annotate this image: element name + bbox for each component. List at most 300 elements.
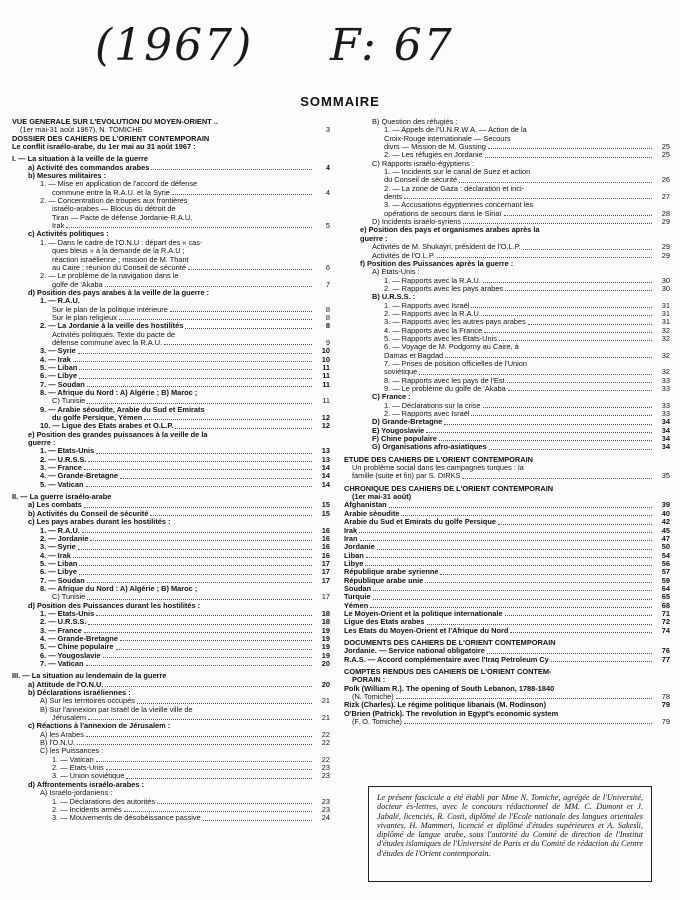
toc-page-number: 42: [661, 517, 670, 527]
toc-entry: [12, 652, 330, 660]
dot-leader: [419, 374, 652, 375]
toc-page-number: 20: [321, 659, 330, 668]
toc-entry: [12, 118, 330, 126]
toc-page-number: 31: [661, 308, 670, 318]
toc-entry: [12, 447, 330, 455]
toc-entry-text: Les Etats du Moyen-Orient et l'Afrique du Nord: [344, 626, 509, 635]
toc-page-number: 11: [322, 371, 330, 381]
dot-leader: [439, 440, 652, 441]
toc-entry: [12, 189, 330, 197]
dot-leader: [463, 223, 652, 224]
toc-entry: [12, 739, 330, 747]
toc-entry-text: c) Activités politiques :: [28, 230, 109, 239]
toc-page-number: 30: [661, 275, 670, 285]
toc-page-number: 11: [322, 379, 330, 389]
dot-leader: [426, 432, 652, 433]
dot-leader: [144, 419, 312, 420]
dot-leader: [84, 469, 312, 470]
toc-page-number: 9: [325, 337, 330, 347]
toc-entry: [12, 543, 330, 551]
toc-page-number: 15: [321, 500, 330, 510]
toc-page-number: 65: [661, 592, 670, 602]
toc-entry-text: E) Yougoslavie: [372, 426, 425, 435]
toc-entry-text: R.A.S. — Accord complémentaire avec l'Iraq Petroleum Cy: [344, 655, 549, 664]
toc-entry: [344, 260, 670, 268]
toc-page-number: 31: [661, 317, 670, 327]
toc-entry-text: Afghanistan: [344, 501, 387, 510]
toc-entry: [12, 781, 330, 789]
toc-entry-text: Arabie du Sud et Emirats du golfe Persique: [344, 518, 496, 527]
toc-entry-text: Damas et Bagdad: [384, 351, 444, 360]
toc-entry-text: D) Grande-Bretagne: [372, 418, 443, 427]
toc-entry-text: ETUDE DES CAHIERS DE L'ORIENT CONTEMPORAIN: [344, 455, 533, 464]
toc-page-number: 15: [321, 508, 330, 518]
toc-entry-text: du Conseil de sécurité: [384, 176, 458, 185]
dot-leader: [437, 257, 652, 258]
toc-page-number: 33: [661, 375, 670, 385]
dot-leader: [78, 549, 312, 550]
toc-entry: [344, 718, 670, 726]
toc-page-number: 8: [325, 312, 330, 322]
toc-entry-text: 2. — Incidents armés: [52, 805, 122, 814]
toc-entry-text: DOCUMENTS DES CAHIERS DE L'ORIENT CONTEMPORAIN: [344, 638, 556, 647]
toc-page-number: 8: [325, 321, 330, 331]
dot-leader: [87, 599, 312, 600]
toc-page-number: 23: [321, 804, 330, 814]
toc-page-number: 14: [321, 463, 330, 473]
toc-entry: [12, 331, 330, 339]
toc-page-number: 31: [661, 300, 670, 310]
dot-leader: [73, 361, 312, 362]
toc-page-number: 22: [321, 754, 330, 764]
toc-entry: [344, 602, 670, 610]
toc-page-number: 33: [661, 384, 670, 393]
toc-page-number: 54: [661, 550, 670, 560]
dot-leader: [504, 215, 652, 216]
toc-entry-text: 5. — Chine populaire: [40, 643, 114, 652]
toc-entry-text: O'Brien (Patrick). The revolution in Egypt's economic system: [344, 709, 559, 718]
toc-entry: [12, 414, 330, 422]
dot-leader: [440, 574, 652, 575]
dot-leader: [203, 820, 312, 821]
toc-entry-text: B) Question des réfugiés :: [372, 118, 458, 126]
toc-entry-text: C) les Puissances :: [40, 747, 104, 756]
toc-page-number: 17: [321, 575, 330, 585]
toc-entry-text: 4. — Rapports avec la France: [384, 326, 483, 335]
toc-entry-text: B) l'O.N.U.: [40, 739, 76, 748]
toc-entry-text: 3. — France: [40, 626, 82, 635]
toc-page-number: 35: [661, 471, 670, 481]
toc-entry: [12, 731, 330, 739]
toc-page-number: 5: [325, 221, 330, 231]
toc-page-number: 19: [321, 650, 330, 660]
toc-entry: [12, 697, 330, 705]
toc-entry: [12, 618, 330, 626]
toc-entry: [12, 306, 330, 314]
toc-page-number: 34: [661, 425, 670, 435]
toc-entry: [344, 527, 670, 535]
toc-entry: [12, 339, 330, 347]
dot-leader: [483, 315, 652, 316]
toc-page-number: 6: [325, 262, 330, 272]
toc-entry-text: b) Déclarations israéliennes :: [28, 689, 131, 698]
toc-entry: [344, 535, 670, 543]
toc-page-number: 11: [322, 362, 330, 372]
toc-entry: [344, 472, 670, 480]
toc-entry-text: c) Réactions à l'annexion de Jérusalem :: [28, 722, 171, 731]
toc-entry-text: 1. — Rapports avec Israël: [384, 301, 470, 310]
toc-entry: [12, 272, 330, 280]
toc-entry: [344, 201, 670, 209]
toc-entry: [12, 197, 330, 205]
dot-leader: [79, 369, 312, 370]
toc-entry-text: Activités politiques. Texte du pacte de: [52, 330, 176, 339]
dot-leader: [401, 515, 652, 516]
toc-entry-text: 6. — Libye: [40, 568, 77, 577]
toc-page-number: 50: [661, 542, 670, 552]
toc-page-number: 23: [321, 763, 330, 773]
toc-entry-text: PORAIN :: [352, 676, 386, 685]
toc-page-number: 16: [321, 525, 330, 535]
toc-page-number: 23: [321, 796, 330, 806]
toc-entry: [344, 543, 670, 551]
dot-leader: [484, 332, 652, 333]
toc-entry-text: 3. — Syrie: [40, 543, 76, 552]
toc-entry: [344, 618, 670, 626]
toc-page-number: 57: [661, 567, 670, 577]
toc-page-number: 3: [325, 125, 330, 135]
toc-entry: [12, 356, 330, 364]
dot-leader: [505, 290, 652, 291]
dot-leader: [471, 307, 652, 308]
toc-entry-text: A) les Arabes: [40, 730, 84, 739]
dot-leader: [462, 478, 652, 479]
toc-entry-text: 6. — Voyage de M. Podgorny au Caire, à: [384, 343, 519, 352]
toc-page-number: 27: [661, 192, 670, 202]
toc-page-number: 34: [661, 434, 670, 444]
toc-entry: [12, 372, 330, 380]
toc-entry: [344, 464, 670, 472]
toc-entry: [344, 710, 670, 718]
toc-entry: [344, 627, 670, 635]
dot-leader: [359, 532, 652, 533]
toc-entry-text: dents: [384, 193, 403, 202]
toc-entry-text: 10. — Ligue des Etats arabes et O.L.P.: [40, 422, 174, 431]
toc-entry-text: 8. — Afrique du Nord : A) Algérie ; B) Maroc ;: [40, 584, 198, 593]
toc-page-number: 7: [325, 279, 330, 289]
toc-page-number: 12: [321, 413, 330, 423]
dot-leader: [510, 632, 652, 633]
toc-entry-text: République arabe unie: [344, 576, 424, 585]
dot-leader: [483, 282, 652, 283]
toc-entry-text: 7. — Prises de position officielles de l'Union: [384, 359, 528, 368]
toc-page-number: 10: [321, 346, 330, 356]
dot-leader: [96, 761, 312, 762]
toc-entry: [344, 318, 670, 326]
toc-entry-text: Croix-Rouge internationale — Secours: [384, 134, 511, 143]
toc-entry: [344, 456, 670, 464]
dot-leader: [79, 565, 312, 566]
toc-entry-text: a) Attitude de l'O.N.U.: [28, 680, 104, 689]
toc-entry: [12, 406, 330, 414]
dot-leader: [88, 461, 312, 462]
dot-leader: [370, 607, 652, 608]
toc-page-number: 40: [661, 508, 670, 518]
toc-entry-text: 3. — Rapports avec les autres pays arabes: [384, 318, 526, 327]
toc-entry: [344, 585, 670, 593]
toc-entry: [12, 205, 330, 213]
toc-right-column: [344, 118, 670, 726]
dot-leader: [124, 811, 312, 812]
toc-entry: [12, 747, 330, 755]
dot-leader: [88, 624, 312, 625]
dot-leader: [157, 803, 312, 804]
toc-page-number: 13: [321, 446, 330, 456]
toc-entry-text: 1. — Mise en application de l'accord de défense: [40, 180, 198, 189]
toc-entry: [12, 155, 330, 163]
dot-leader: [505, 615, 652, 616]
toc-entry-text: 4. — Irak: [40, 551, 71, 560]
toc-entry: [344, 560, 670, 568]
toc-entry: [12, 814, 330, 822]
toc-entry-text: C) Tunisie: [52, 593, 86, 602]
toc-entry-text: 2. — Rapports avec Israël: [384, 410, 470, 419]
toc-entry: [12, 672, 330, 680]
toc-page-number: 19: [321, 633, 330, 643]
toc-page-number: 17: [321, 567, 330, 577]
toc-entry-text: e) Position des pays et organismes arabes après la: [360, 226, 540, 235]
toc-entry-text: (1er mai-31 août 1967), N. TOMICHE: [20, 126, 143, 135]
toc-page-number: 34: [661, 417, 670, 427]
toc-entry: [344, 176, 670, 184]
toc-entry: [12, 289, 330, 297]
toc-entry-text: A) Israélo-jordaniens :: [40, 789, 113, 798]
toc-entry-text: Libye: [344, 559, 364, 568]
toc-entry: [344, 243, 670, 251]
toc-entry-text: 1. — Etats-Unis: [40, 447, 95, 456]
dot-leader: [87, 386, 312, 387]
dot-leader: [105, 286, 312, 287]
toc-entry-text: 5. — Vatican: [40, 480, 84, 489]
toc-entry-text: guerre :: [360, 234, 388, 243]
dot-leader: [86, 665, 312, 666]
toc-entry-text: famille (suite et fin) par S. DIRKS: [352, 472, 461, 481]
toc-entry: [12, 706, 330, 714]
dot-leader: [119, 319, 312, 320]
toc-entry: [344, 352, 670, 360]
toc-page-number: 14: [321, 479, 330, 489]
toc-entry-text: Turquie: [344, 593, 371, 602]
toc-entry-text: Activités de M. Shukayri, président de l'O.L.P.: [372, 243, 521, 252]
toc-entry: [12, 389, 330, 397]
dot-leader: [145, 132, 312, 133]
toc-page-number: 4: [325, 187, 330, 197]
dot-leader: [365, 565, 652, 566]
dot-leader: [103, 657, 312, 658]
toc-entry-text: 1. — Déclarations sur la crise: [384, 401, 481, 410]
toc-entry-text: VUE GENERALE SUR L'EVOLUTION DU MOYEN-ORIENT ..: [12, 118, 218, 126]
toc-page-number: 12: [321, 421, 330, 431]
toc-entry: [344, 510, 670, 518]
toc-entry-text: 6. — Libye: [40, 372, 77, 381]
toc-entry: [344, 668, 670, 676]
toc-entry: [344, 493, 670, 501]
page-title: SOMMAIRE: [300, 94, 380, 109]
dot-leader: [84, 632, 312, 633]
dot-leader: [86, 736, 312, 737]
toc-entry: [12, 501, 330, 509]
toc-entry: [344, 277, 670, 285]
toc-page-number: 79: [661, 700, 670, 710]
toc-entry: [344, 639, 670, 647]
toc-page-number: 74: [661, 625, 670, 635]
toc-entry-text: C) France :: [372, 393, 411, 402]
toc-page-number: 22: [321, 729, 330, 739]
toc-entry: [12, 456, 330, 464]
toc-entry: [344, 310, 670, 318]
toc-entry-text: 3. — Syrie: [40, 347, 76, 356]
toc-entry-text: défense commune avec la R.A.U.: [52, 338, 163, 347]
toc-entry-text: Jordanie: [344, 543, 375, 552]
toc-entry: [12, 798, 330, 806]
toc-page-number: 8: [325, 304, 330, 314]
toc-entry: [12, 789, 330, 797]
toc-page-number: 45: [661, 525, 670, 535]
dot-leader: [87, 582, 312, 583]
toc-entry-text: Jérusalem: [52, 714, 87, 723]
toc-page-number: 33: [661, 409, 670, 419]
toc-entry: [12, 772, 330, 780]
toc-page-number: 18: [321, 617, 330, 627]
dot-leader: [404, 723, 652, 724]
toc-entry: [344, 393, 670, 401]
toc-page-number: 32: [661, 325, 670, 335]
toc-entry: [12, 397, 330, 405]
toc-entry: [344, 252, 670, 260]
toc-entry: [344, 343, 670, 351]
toc-entry-text: Arabie séoudite: [344, 509, 400, 518]
toc-entry-text: commune entre la R.A.U. et la Syrie: [52, 188, 170, 197]
toc-entry-text: f) Position des Puissances après la guerre :: [360, 259, 514, 268]
toc-page-number: 16: [321, 550, 330, 560]
toc-entry-text: B) U.R.S.S. :: [372, 293, 416, 302]
dot-leader: [488, 148, 652, 149]
toc-entry: [12, 239, 330, 247]
toc-entry-text: Tiran — Pacte de défense Jordanie-R.A.U.: [52, 213, 193, 222]
dot-leader: [404, 198, 652, 199]
toc-entry: [12, 126, 330, 134]
toc-entry-text: A) Etats-Unis :: [372, 268, 420, 277]
dot-leader: [120, 478, 312, 479]
toc-entry: [12, 722, 330, 730]
toc-entry: [344, 360, 670, 368]
toc-entry: [12, 281, 330, 289]
dot-leader: [459, 182, 652, 183]
toc-page-number: 16: [321, 533, 330, 543]
toc-entry-text: Activités de l'O.L.P.: [372, 251, 435, 260]
toc-entry-text: DOSSIER DES CAHIERS DE L'ORIENT CONTEMPORAIN: [12, 134, 210, 143]
toc-entry: [12, 764, 330, 772]
editorial-note-box: Le présent fascicule a été établi par Mme N. Tomiche, agrégée de l'Université, docteur ès-lettres, avec le concours rédactionnel de MM. C. Dumont et J. Jabalé, licenciés, R. Costi, diplômé de l'Ecole nationale des langues orientales vivantes, H. Mammeri, licencié et diplômé d'études supérieures et A. Sakesli, diplômé de langue arabe, sous l'autorité du Comité de direction de l'Institut d'études islamiques de l'Université de Paris et du Comité de rédaction du Centre d'études de l'Orient contemporain.: [368, 786, 652, 882]
toc-entry: [12, 439, 330, 447]
toc-entry-text: 2. — Le problème de la navigation dans le: [40, 272, 179, 281]
toc-entry-text: 1. — Incidents sur le canal de Suez et action: [384, 168, 531, 177]
toc-page-number: 26: [661, 175, 670, 185]
toc-entry: [344, 402, 670, 410]
toc-entry: [344, 235, 670, 243]
toc-entry-text: A) Sur les territoires occupés: [40, 697, 135, 706]
toc-entry-text: II. — La guerre israélo-arabe: [12, 493, 112, 502]
toc-entry: [12, 472, 330, 480]
toc-page-number: 78: [661, 692, 670, 702]
toc-entry: [12, 527, 330, 535]
toc-page-number: 14: [321, 471, 330, 481]
toc-entry-text: 7. — Soudan: [40, 576, 85, 585]
toc-entry-text: a) Les combats: [28, 501, 82, 510]
toc-entry-text: 2. — Jordanie: [40, 534, 89, 543]
toc-entry-text: 7. — Soudan: [40, 380, 85, 389]
toc-page-number: 47: [661, 533, 670, 543]
toc-entry: [12, 627, 330, 635]
toc-entry-text: Ligue des Etats arabes: [344, 618, 425, 627]
dot-leader: [105, 686, 312, 687]
toc-entry: [344, 693, 670, 701]
toc-entry: [12, 714, 330, 722]
dot-leader: [507, 382, 652, 383]
dot-leader: [86, 486, 312, 487]
toc-page-number: 29: [661, 250, 670, 260]
toc-entry-text: III. — La situation au lendemain de la guerre: [12, 672, 167, 681]
toc-entry: [344, 676, 670, 684]
toc-entry-text: Le Moyen-Orient et la politique internationale: [344, 609, 503, 618]
dot-leader: [366, 557, 652, 558]
toc-entry-text: Sur le plan de la politique intérieure: [52, 305, 168, 314]
toc-entry-text: Le conflit israélo-arabe, du 1er mai au 31 août 1967 :: [12, 143, 196, 152]
toc-entry: [12, 135, 330, 143]
toc-page-number: 33: [661, 400, 670, 410]
dot-leader: [396, 698, 652, 699]
toc-entry-text: (F. O. Tomiche): [352, 718, 402, 727]
toc-page-number: 24: [321, 813, 330, 823]
dot-leader: [73, 557, 312, 558]
toc-entry: [344, 518, 670, 526]
toc-entry-text: B) Sur l'annexion par Israël de la vieille ville de: [40, 705, 193, 714]
toc-entry-text: République arabe syrienne: [344, 568, 439, 577]
toc-entry: [344, 143, 670, 151]
dot-leader: [87, 403, 312, 404]
toc-entry-text: I. — La situation à la veille de la guerre: [12, 155, 148, 164]
toc-entry: [12, 552, 330, 560]
toc-entry-text: Rizk (Charles). Le régime politique libanais (M. Rodinson): [344, 701, 547, 710]
toc-page-number: 32: [661, 333, 670, 343]
dot-leader: [373, 599, 652, 600]
dot-leader: [106, 769, 312, 770]
toc-entry-text: 4. — Grande-Bretagne: [40, 472, 119, 481]
toc-page-number: 23: [321, 771, 330, 781]
toc-entry-text: 1. — Dans le cadre de l'O.N.U : départ des « cas-: [40, 238, 203, 247]
toc-entry: [344, 685, 670, 693]
toc-entry-text: golfe de 'Akaba: [52, 280, 103, 289]
toc-page-number: 13: [321, 454, 330, 464]
toc-entry: [344, 656, 670, 664]
toc-entry: [12, 256, 330, 264]
toc-entry: [12, 643, 330, 651]
toc-page-number: 68: [661, 600, 670, 610]
toc-entry-text: réaction israélienne ; mission de M. Thant: [52, 255, 189, 264]
toc-entry: [12, 756, 330, 764]
toc-entry: [344, 118, 670, 126]
toc-entry-text: 2. — La zone de Gaza : déclaration et inci-: [384, 184, 525, 193]
